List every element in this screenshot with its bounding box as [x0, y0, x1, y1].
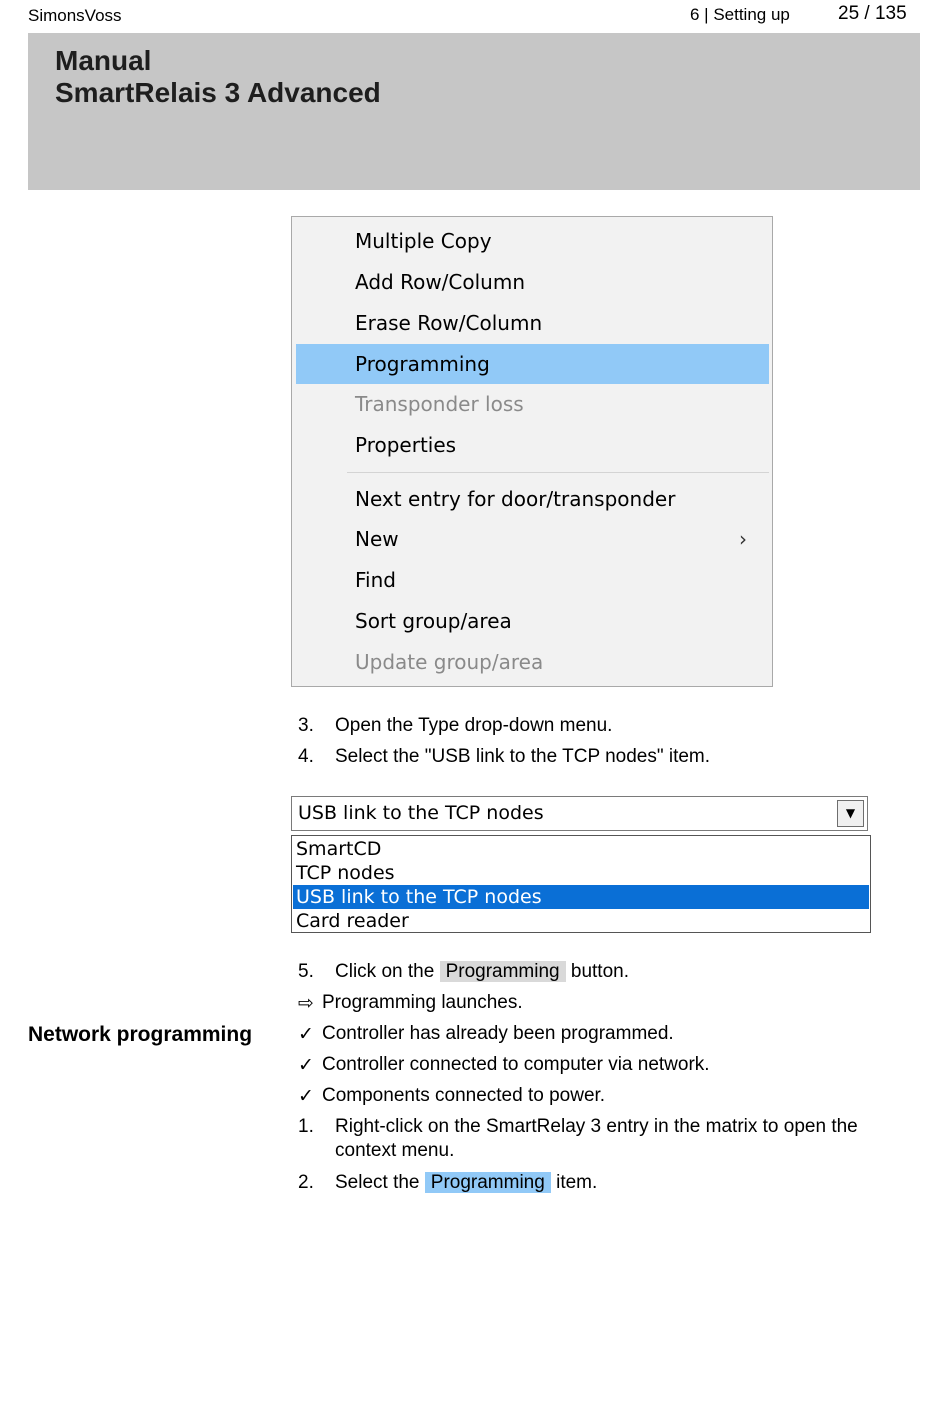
- manual-title: Manual: [55, 45, 152, 76]
- menu-item-multiple-copy[interactable]: Multiple Copy: [355, 229, 492, 253]
- step-text: Open the Type drop-down menu.: [335, 715, 613, 736]
- step-number: 3.: [298, 715, 314, 736]
- step-text-before: Click on the: [335, 961, 435, 982]
- type-dropdown[interactable]: [291, 796, 868, 831]
- context-menu-screenshot: [291, 216, 773, 687]
- menu-item-transponder-loss: Transponder loss: [355, 392, 524, 416]
- check-icon: ✓: [298, 1024, 314, 1045]
- step-text-after: button.: [570, 961, 629, 982]
- result-text: Programming launches.: [322, 992, 523, 1013]
- menu-separator: [347, 472, 769, 473]
- menu-item-next-entry[interactable]: Next entry for door/transponder: [355, 487, 676, 511]
- network-programming-heading: Network programming: [28, 1023, 253, 1046]
- menu-item-find[interactable]: Find: [355, 568, 396, 592]
- network-step-1: [298, 1116, 918, 1166]
- prerequisite-text: Components connected to power.: [322, 1085, 606, 1106]
- brand-name: SimonsVoss: [28, 6, 122, 25]
- check-icon: ✓: [298, 1055, 314, 1076]
- programming-button[interactable]: Programming: [440, 961, 566, 982]
- menu-item-erase-row-column[interactable]: Erase Row/Column: [355, 311, 543, 335]
- prerequisite-1: [298, 1023, 918, 1047]
- step-number: 5.: [298, 961, 314, 982]
- dropdown-option-smartcd[interactable]: SmartCD: [296, 838, 382, 860]
- dropdown-value: USB link to the TCP nodes: [298, 802, 544, 824]
- menu-item-update-group-area: Update group/area: [355, 650, 544, 674]
- dropdown-option-tcp-nodes[interactable]: TCP nodes: [296, 862, 395, 884]
- prerequisite-3: [298, 1085, 918, 1109]
- menu-item-sort-group-area[interactable]: Sort group/area: [355, 609, 512, 633]
- dropdown-arrow-icon[interactable]: ▼: [837, 800, 864, 827]
- menu-item-programming[interactable]: Programming: [355, 352, 490, 376]
- step-5: [298, 961, 898, 985]
- menu-item-new[interactable]: New: [355, 527, 399, 551]
- chevron-right-icon: ›: [739, 527, 747, 551]
- dropdown-option-usb-link[interactable]: USB link to the TCP nodes: [293, 885, 869, 909]
- prerequisite-2: [298, 1054, 918, 1078]
- dropdown-option-card-reader[interactable]: Card reader: [296, 910, 409, 932]
- menu-item-properties[interactable]: Properties: [355, 433, 457, 457]
- dropdown-list: [291, 835, 871, 933]
- programming-menu-item[interactable]: Programming: [425, 1172, 551, 1193]
- step-number: 2.: [298, 1172, 314, 1193]
- prerequisite-text: Controller connected to computer via network.: [322, 1054, 710, 1075]
- step-number: 1.: [298, 1116, 314, 1137]
- step-text-line2: context menu.: [335, 1140, 455, 1161]
- step-text-before: Select the: [335, 1172, 420, 1193]
- check-icon: ✓: [298, 1086, 314, 1107]
- result-line: [298, 992, 898, 1016]
- step-3: [298, 715, 898, 739]
- step-number: 4.: [298, 746, 314, 767]
- step-text-after: item.: [556, 1172, 598, 1193]
- step-4: [298, 746, 898, 770]
- result-arrow-icon: ⇨: [298, 993, 314, 1014]
- page-number: 25 / 135: [838, 3, 907, 24]
- network-step-2: [298, 1172, 918, 1196]
- product-title: SmartRelais 3 Advanced: [55, 77, 381, 108]
- title-banner: [28, 33, 920, 190]
- step-text-line1: Right-click on the SmartRelay 3 entry in the matrix to open the: [335, 1116, 858, 1137]
- section-label: 6 | Setting up: [690, 5, 790, 24]
- step-text: Select the "USB link to the TCP nodes" item.: [335, 746, 711, 767]
- menu-item-add-row-column[interactable]: Add Row/Column: [355, 270, 525, 294]
- prerequisite-text: Controller has already been programmed.: [322, 1023, 674, 1044]
